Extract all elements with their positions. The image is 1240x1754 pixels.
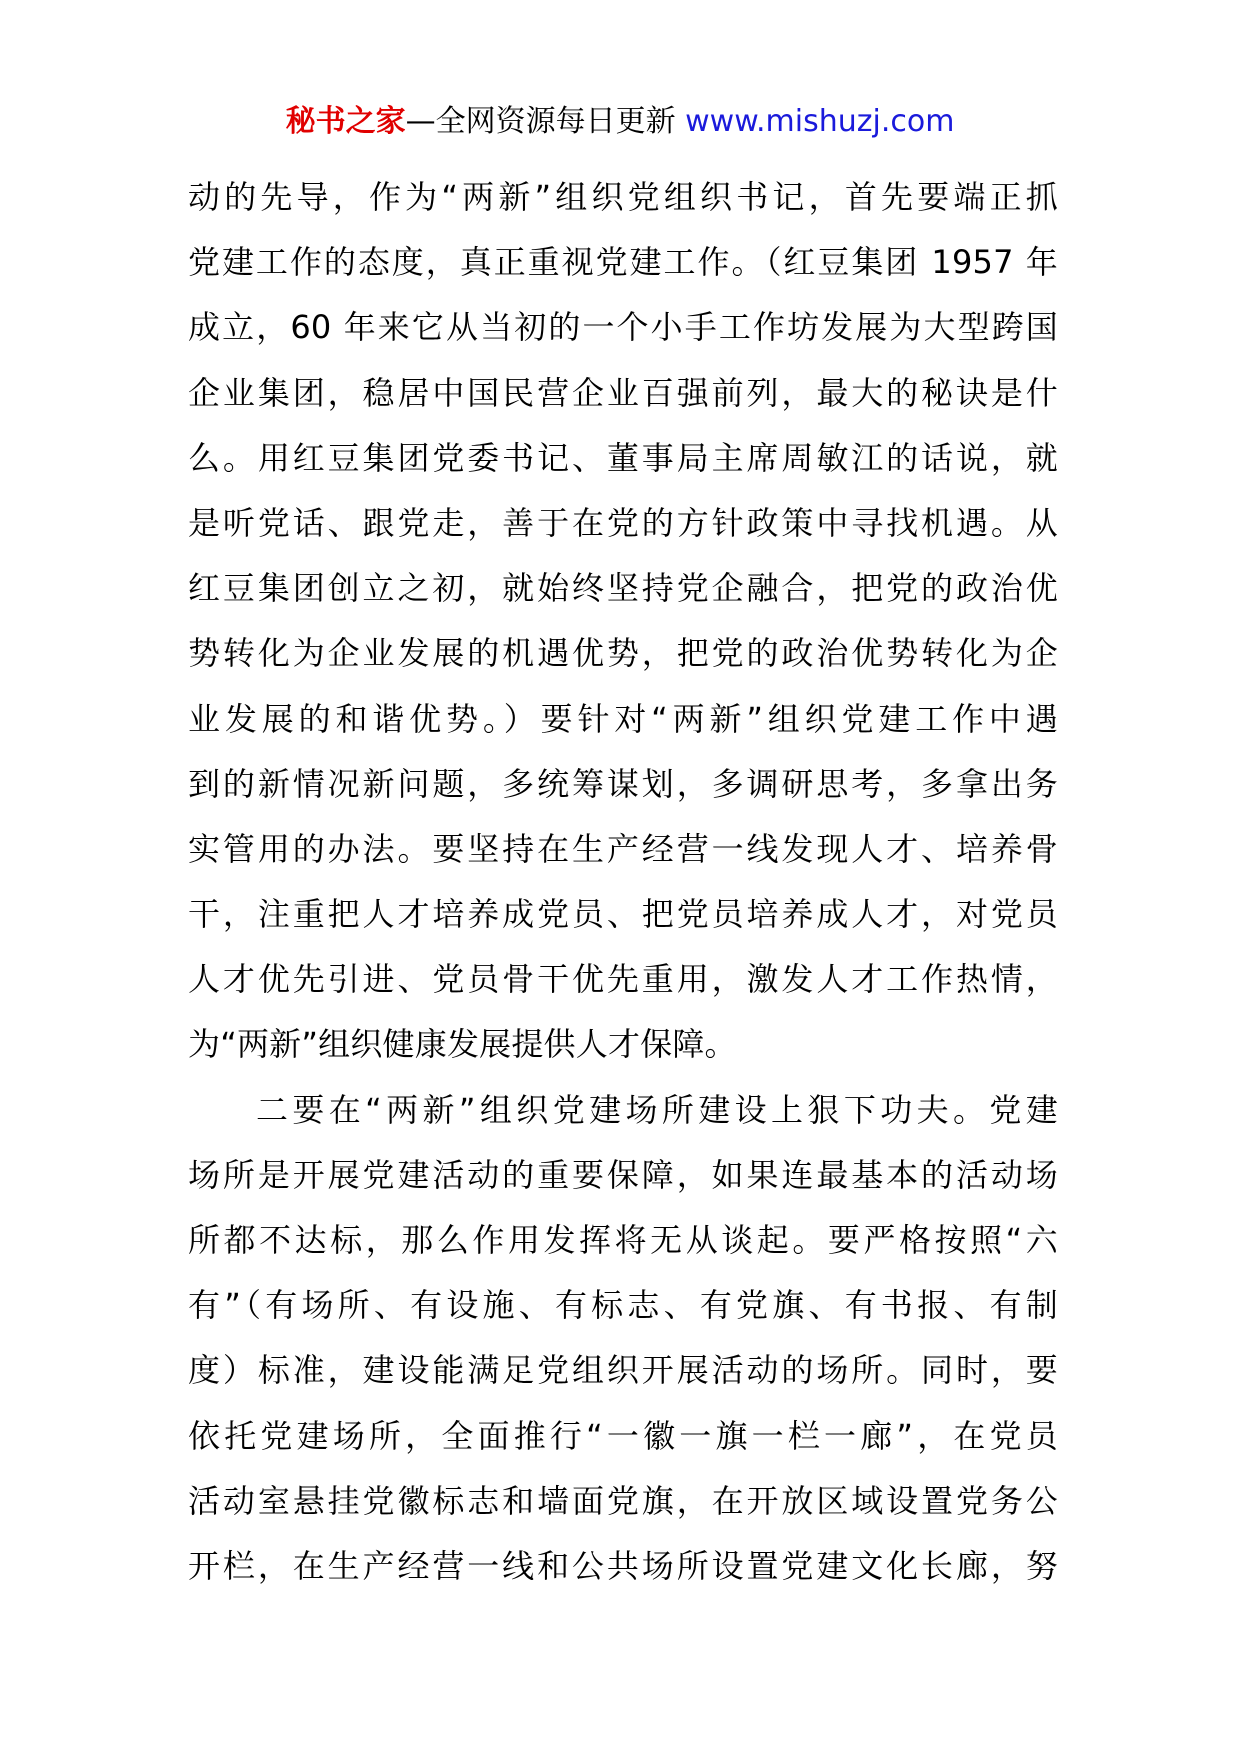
text-line: 动的先导，作为“两新”组织党组织书记，首先要端正抓 (188, 178, 1058, 216)
brand-name: 秘书之家 (285, 104, 406, 139)
site-header (0, 100, 1240, 144)
text-line: 干，注重把人才培养成党员、把党员培养成人才，对党员 (188, 895, 1058, 934)
header-tagline: —全网资源每日更新 (405, 104, 676, 139)
document-body (188, 165, 1058, 1599)
text-line: 二要在“两新”组织党建场所建设上狠下功夫。党建 (256, 1090, 1058, 1129)
text-line: 业发展的和谐优势。）要针对“两新”组织党建工作中遇 (188, 699, 1058, 738)
text-line: 所都不达标，那么作用发挥将无从谈起。要严格按照“六 (188, 1221, 1058, 1259)
text-line: 为“两新”组织健康发展提供人才保障。 (188, 1025, 737, 1064)
paragraph (188, 165, 1058, 1078)
text-line: 开栏，在生产经营一线和公共场所设置党建文化长廊，努 (188, 1546, 1058, 1585)
text-line: 企业集团，稳居中国民营企业百强前列，最大的秘诀是什 (188, 373, 1058, 412)
text-line: 度）标准，建设能满足党组织开展活动的场所。同时，要 (188, 1351, 1058, 1390)
text-line: 到的新情况新问题，多统筹谋划，多调研思考，多拿出务 (188, 764, 1058, 803)
text-line: 实管用的办法。要坚持在生产经营一线发现人才、培养骨 (188, 829, 1058, 868)
text-line: 成立，60 年来它从当初的一个小手工作坊发展为大型跨国 (188, 308, 1058, 347)
text-line: 活动室悬挂党徽标志和墙面党旗，在开放区域设置党务公 (188, 1481, 1058, 1520)
text-line: 人才优先引进、党员骨干优先重用，激发人才工作热情， (188, 960, 1058, 999)
text-line: 是听党话、跟党走，善于在党的方针政策中寻找机遇。从 (188, 503, 1058, 542)
paragraph (188, 1078, 1058, 1600)
text-line: 有”（有场所、有设施、有标志、有党旗、有书报、有制 (188, 1286, 1058, 1325)
text-line: 场所是开展党建活动的重要保障，如果连最基本的活动场 (188, 1155, 1058, 1194)
text-line: 么。用红豆集团党委书记、董事局主席周敏江的话说，就 (188, 438, 1058, 477)
text-line: 依托党建场所，全面推行“一徽一旗一栏一廊”，在党员 (188, 1416, 1058, 1455)
text-line: 党建工作的态度，真正重视党建工作。（红豆集团 1957 年 (188, 243, 1058, 282)
text-line: 红豆集团创立之初，就始终坚持党企融合，把党的政治优 (188, 569, 1058, 608)
site-url: www.mishuzj.com (685, 104, 955, 139)
text-line: 势转化为企业发展的机遇优势，把党的政治优势转化为企 (188, 634, 1058, 673)
